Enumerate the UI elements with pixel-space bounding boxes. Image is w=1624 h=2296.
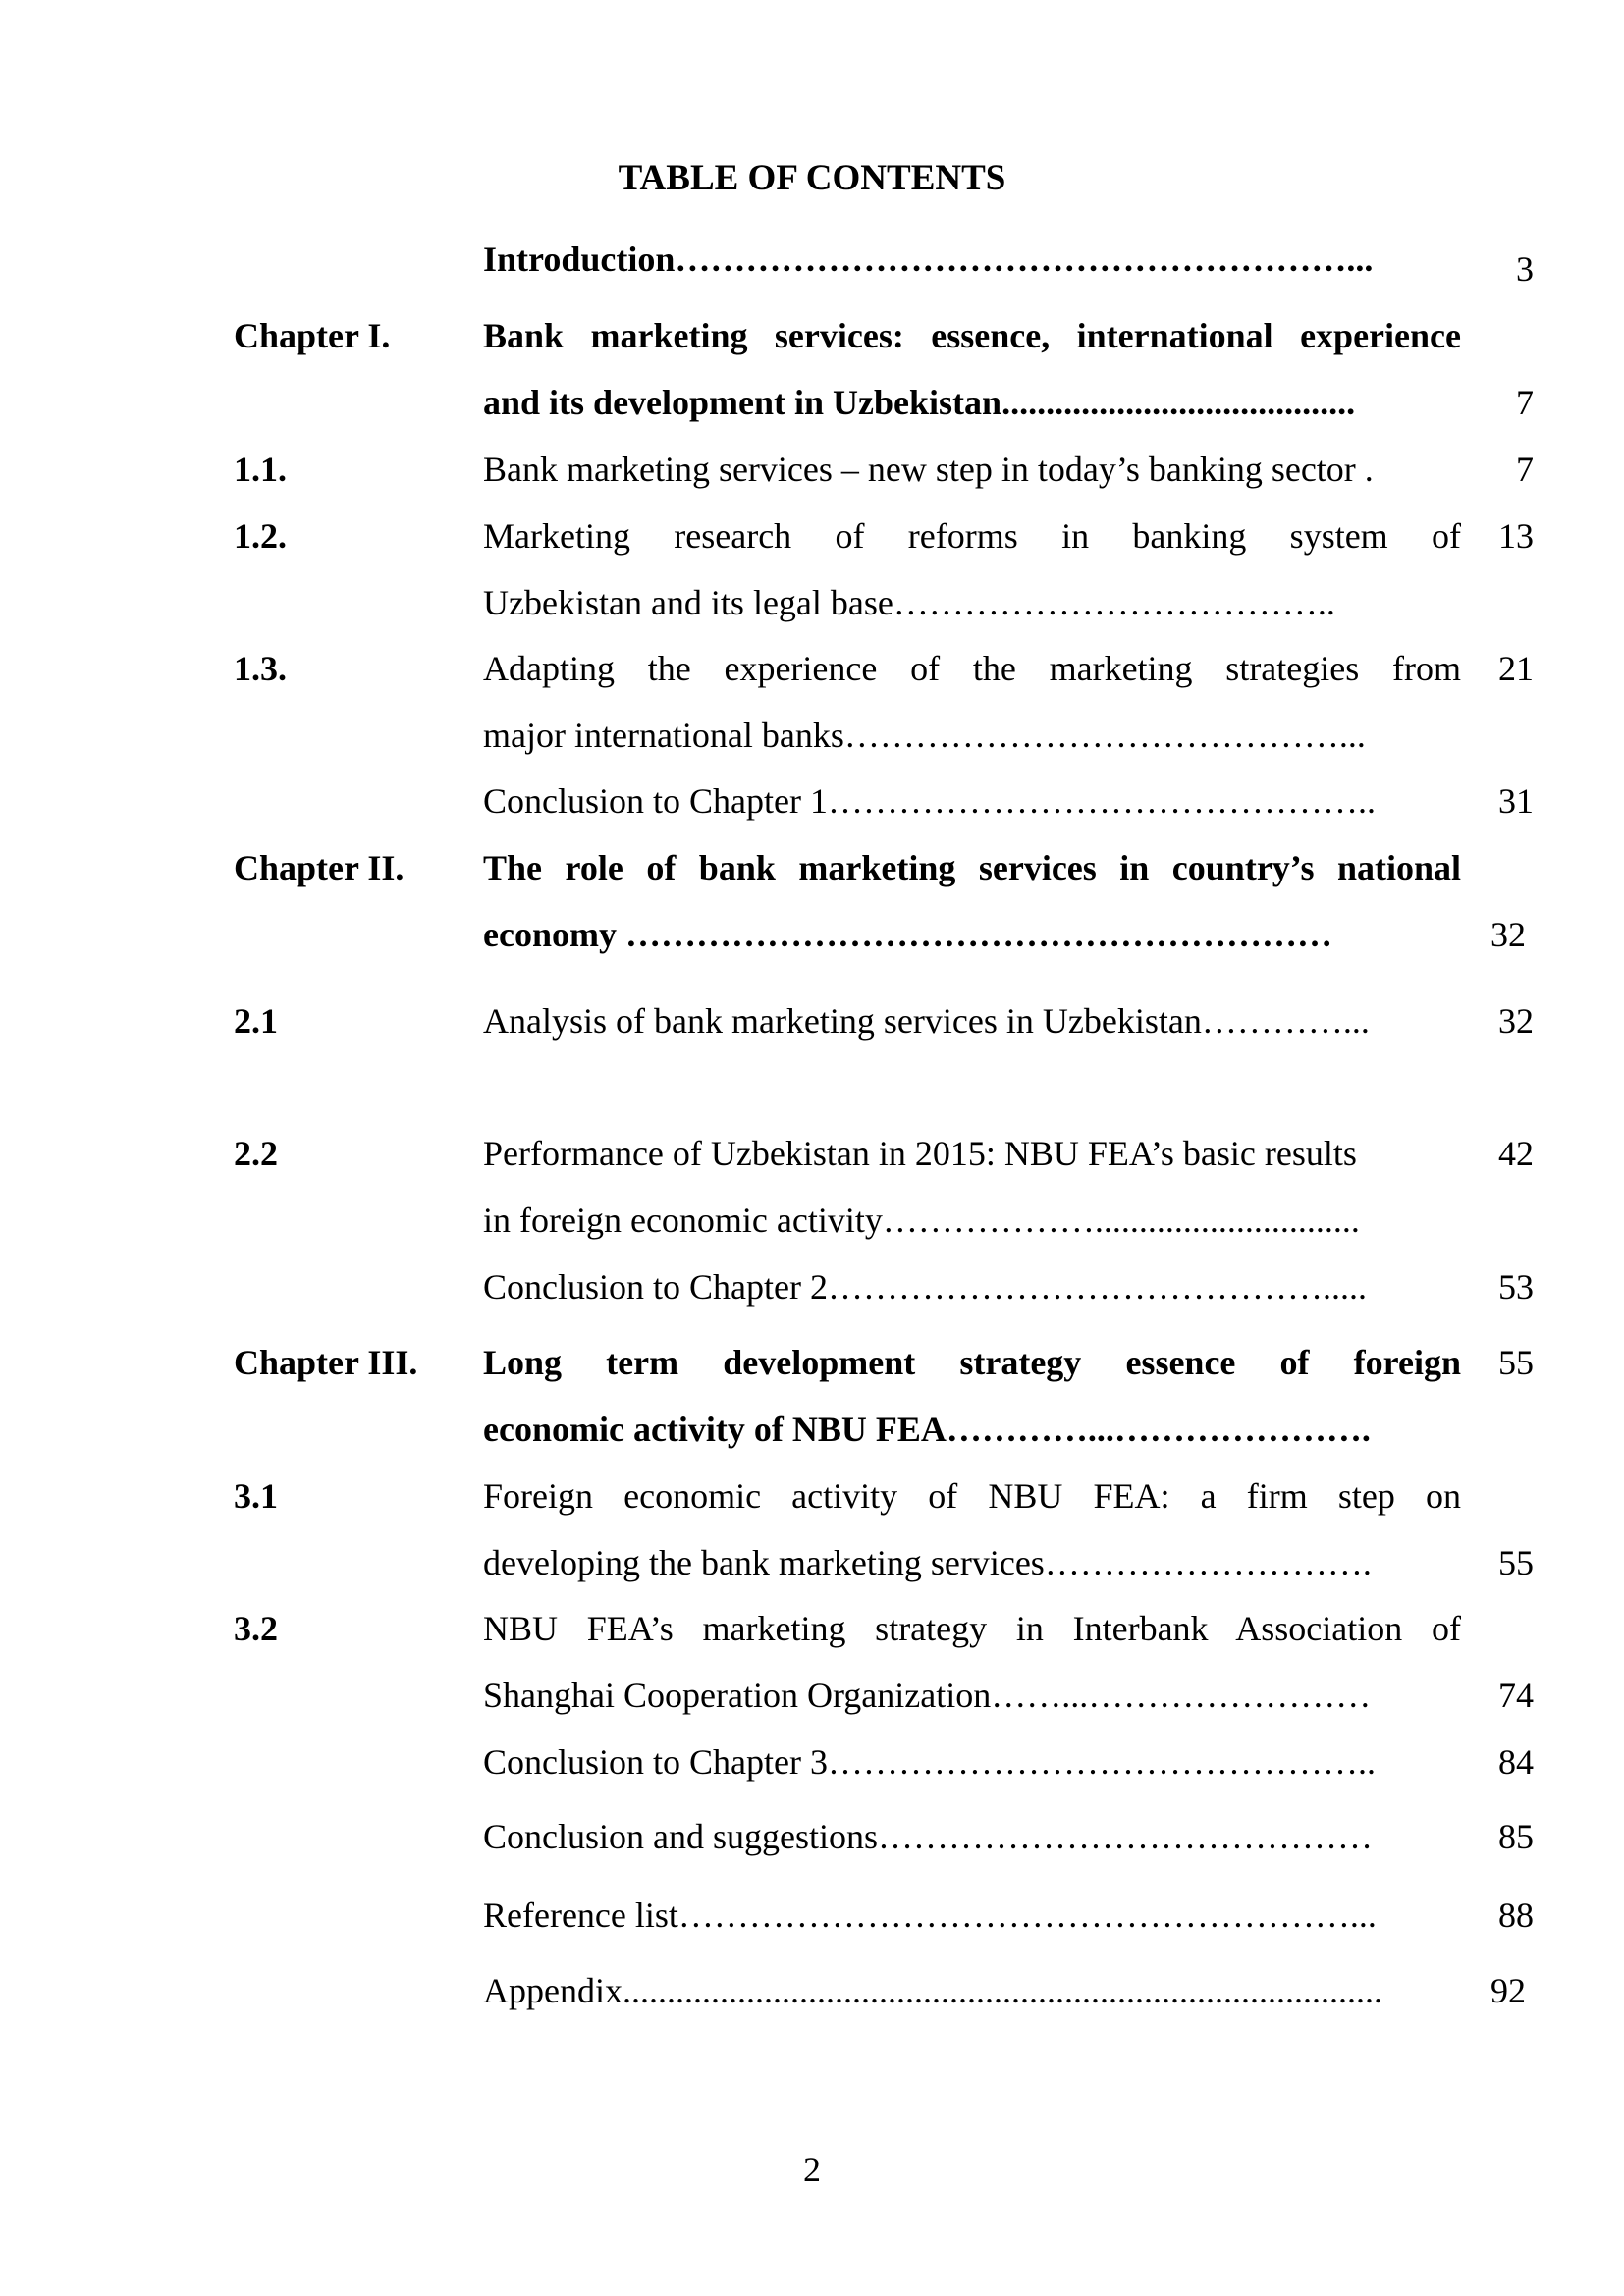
toc-entry-title bbox=[483, 1120, 1461, 1254]
toc-entry-title-line: Conclusion and suggestions…………………………………… bbox=[483, 1817, 1373, 1856]
toc-entry-title-line: Performance of Uzbekistan in 2015: NBU FEA’s basic results bbox=[483, 1134, 1357, 1173]
page-number: 2 bbox=[803, 2150, 821, 2189]
toc-entry-title bbox=[483, 1595, 1461, 1729]
toc-entry-title-line: Bank marketing services – new step in today’s banking sector . bbox=[483, 450, 1374, 489]
toc-entry-number: 1.1. bbox=[234, 450, 287, 489]
toc-entry-title bbox=[483, 1803, 1461, 1870]
toc-entry-title bbox=[483, 436, 1461, 503]
toc-entry-page: 32 bbox=[1490, 915, 1526, 954]
toc-entry-title-line: Conclusion to Chapter 3……………………………………….. bbox=[483, 1742, 1376, 1782]
toc-entry-title-line: NBU FEA’s marketing strategy in Interbank Association of bbox=[483, 1609, 1461, 1648]
toc-entry-title-line: Foreign economic activity of NBU FEA: a firm step on bbox=[483, 1476, 1461, 1516]
toc-entry-page: 53 bbox=[1498, 1267, 1534, 1307]
toc-entry-title-line: Analysis of bank marketing services in Uzbekistan…………... bbox=[483, 1001, 1370, 1041]
toc-entry-title bbox=[483, 635, 1461, 769]
toc-entry-title bbox=[483, 226, 1461, 293]
toc-entry-number: 3.1 bbox=[234, 1476, 278, 1516]
toc-entry-page: 88 bbox=[1498, 1896, 1534, 1935]
toc-entry-page: 55 bbox=[1498, 1343, 1534, 1382]
toc-entry-title-line: developing the bank marketing services………………………. bbox=[483, 1543, 1372, 1582]
toc-entry-title bbox=[483, 1254, 1461, 1320]
toc-entry-number: 3.2 bbox=[234, 1609, 278, 1648]
toc-entry-title-line: Appendix...................................................................................... bbox=[483, 1971, 1382, 2010]
toc-entry-page: 21 bbox=[1498, 649, 1534, 688]
toc-entry-title bbox=[483, 1729, 1461, 1795]
toc-entry-page: 31 bbox=[1498, 781, 1534, 821]
toc-entry-page: 13 bbox=[1498, 516, 1534, 556]
toc-entry-page: 3 bbox=[1516, 249, 1534, 289]
toc-entry-title-line: Long term development strategy essence of foreign bbox=[483, 1343, 1461, 1382]
toc-entry-title-line: Adapting the experience of the marketing strategies from bbox=[483, 649, 1461, 688]
toc-entry-title-line: and its development in Uzbekistan........................................ bbox=[483, 383, 1356, 422]
toc-entry-title bbox=[483, 768, 1461, 834]
toc-entry-title-line: major international banks……………………………………... bbox=[483, 716, 1366, 755]
toc-entry-page: 42 bbox=[1498, 1134, 1534, 1173]
toc-entry-title-line: Reference list…………………………………………………... bbox=[483, 1896, 1377, 1935]
toc-entry-number: Chapter II. bbox=[234, 848, 405, 887]
toc-entry-page: 55 bbox=[1498, 1543, 1534, 1582]
toc-entry-page: 7 bbox=[1516, 383, 1534, 422]
toc-entry-number: Chapter III. bbox=[234, 1343, 418, 1382]
toc-entry-title-line: Introduction…………………………………………………... bbox=[483, 240, 1374, 279]
toc-entry-title-line: Uzbekistan and its legal base……………………………….. bbox=[483, 583, 1335, 622]
toc-entry-title-line: Conclusion to Chapter 1……………………………………….. bbox=[483, 781, 1376, 821]
toc-entry-title bbox=[483, 1463, 1461, 1596]
toc-entry-title bbox=[483, 834, 1461, 968]
toc-entry-number: 2.1 bbox=[234, 1001, 278, 1041]
page-title: TABLE OF CONTENTS bbox=[618, 158, 1006, 198]
toc-entry-page: 74 bbox=[1498, 1676, 1534, 1715]
toc-entry-title bbox=[483, 1329, 1461, 1463]
toc-entry-title bbox=[483, 302, 1461, 436]
toc-entry-title-line: Bank marketing services: essence, international experience bbox=[483, 316, 1461, 355]
toc-entry-page: 92 bbox=[1490, 1971, 1526, 2010]
toc-entry-page: 7 bbox=[1516, 450, 1534, 489]
toc-entry-page: 85 bbox=[1498, 1817, 1534, 1856]
toc-entry-number: 2.2 bbox=[234, 1134, 278, 1173]
toc-entry-title bbox=[483, 1957, 1461, 2024]
toc-entry-title-line: The role of bank marketing services in country’s national bbox=[483, 848, 1461, 887]
toc-entry-page: 84 bbox=[1498, 1742, 1534, 1782]
toc-entry-title-line: economy …………………………………………………… bbox=[483, 915, 1332, 954]
toc-entry-number: 1.2. bbox=[234, 516, 287, 556]
toc-entry-title-line: in foreign economic activity……………….............................. bbox=[483, 1201, 1360, 1240]
toc-entry-page: 32 bbox=[1498, 1001, 1534, 1041]
toc-entry-number: Chapter I. bbox=[234, 316, 391, 355]
toc-entry-title-line: Shanghai Cooperation Organization……...…………………… bbox=[483, 1676, 1372, 1715]
toc-entry-title bbox=[483, 988, 1461, 1054]
toc-entry-number: 1.3. bbox=[234, 649, 287, 688]
toc-entry-title bbox=[483, 1882, 1461, 1949]
toc-entry-title-line: Marketing research of reforms in banking system of bbox=[483, 516, 1461, 556]
toc-entry-title bbox=[483, 503, 1461, 636]
toc-entry-title-line: economic activity of NBU FEA…………...…………………. bbox=[483, 1410, 1371, 1449]
toc-entry-title-line: Conclusion to Chapter 2……………………………………..... bbox=[483, 1267, 1367, 1307]
